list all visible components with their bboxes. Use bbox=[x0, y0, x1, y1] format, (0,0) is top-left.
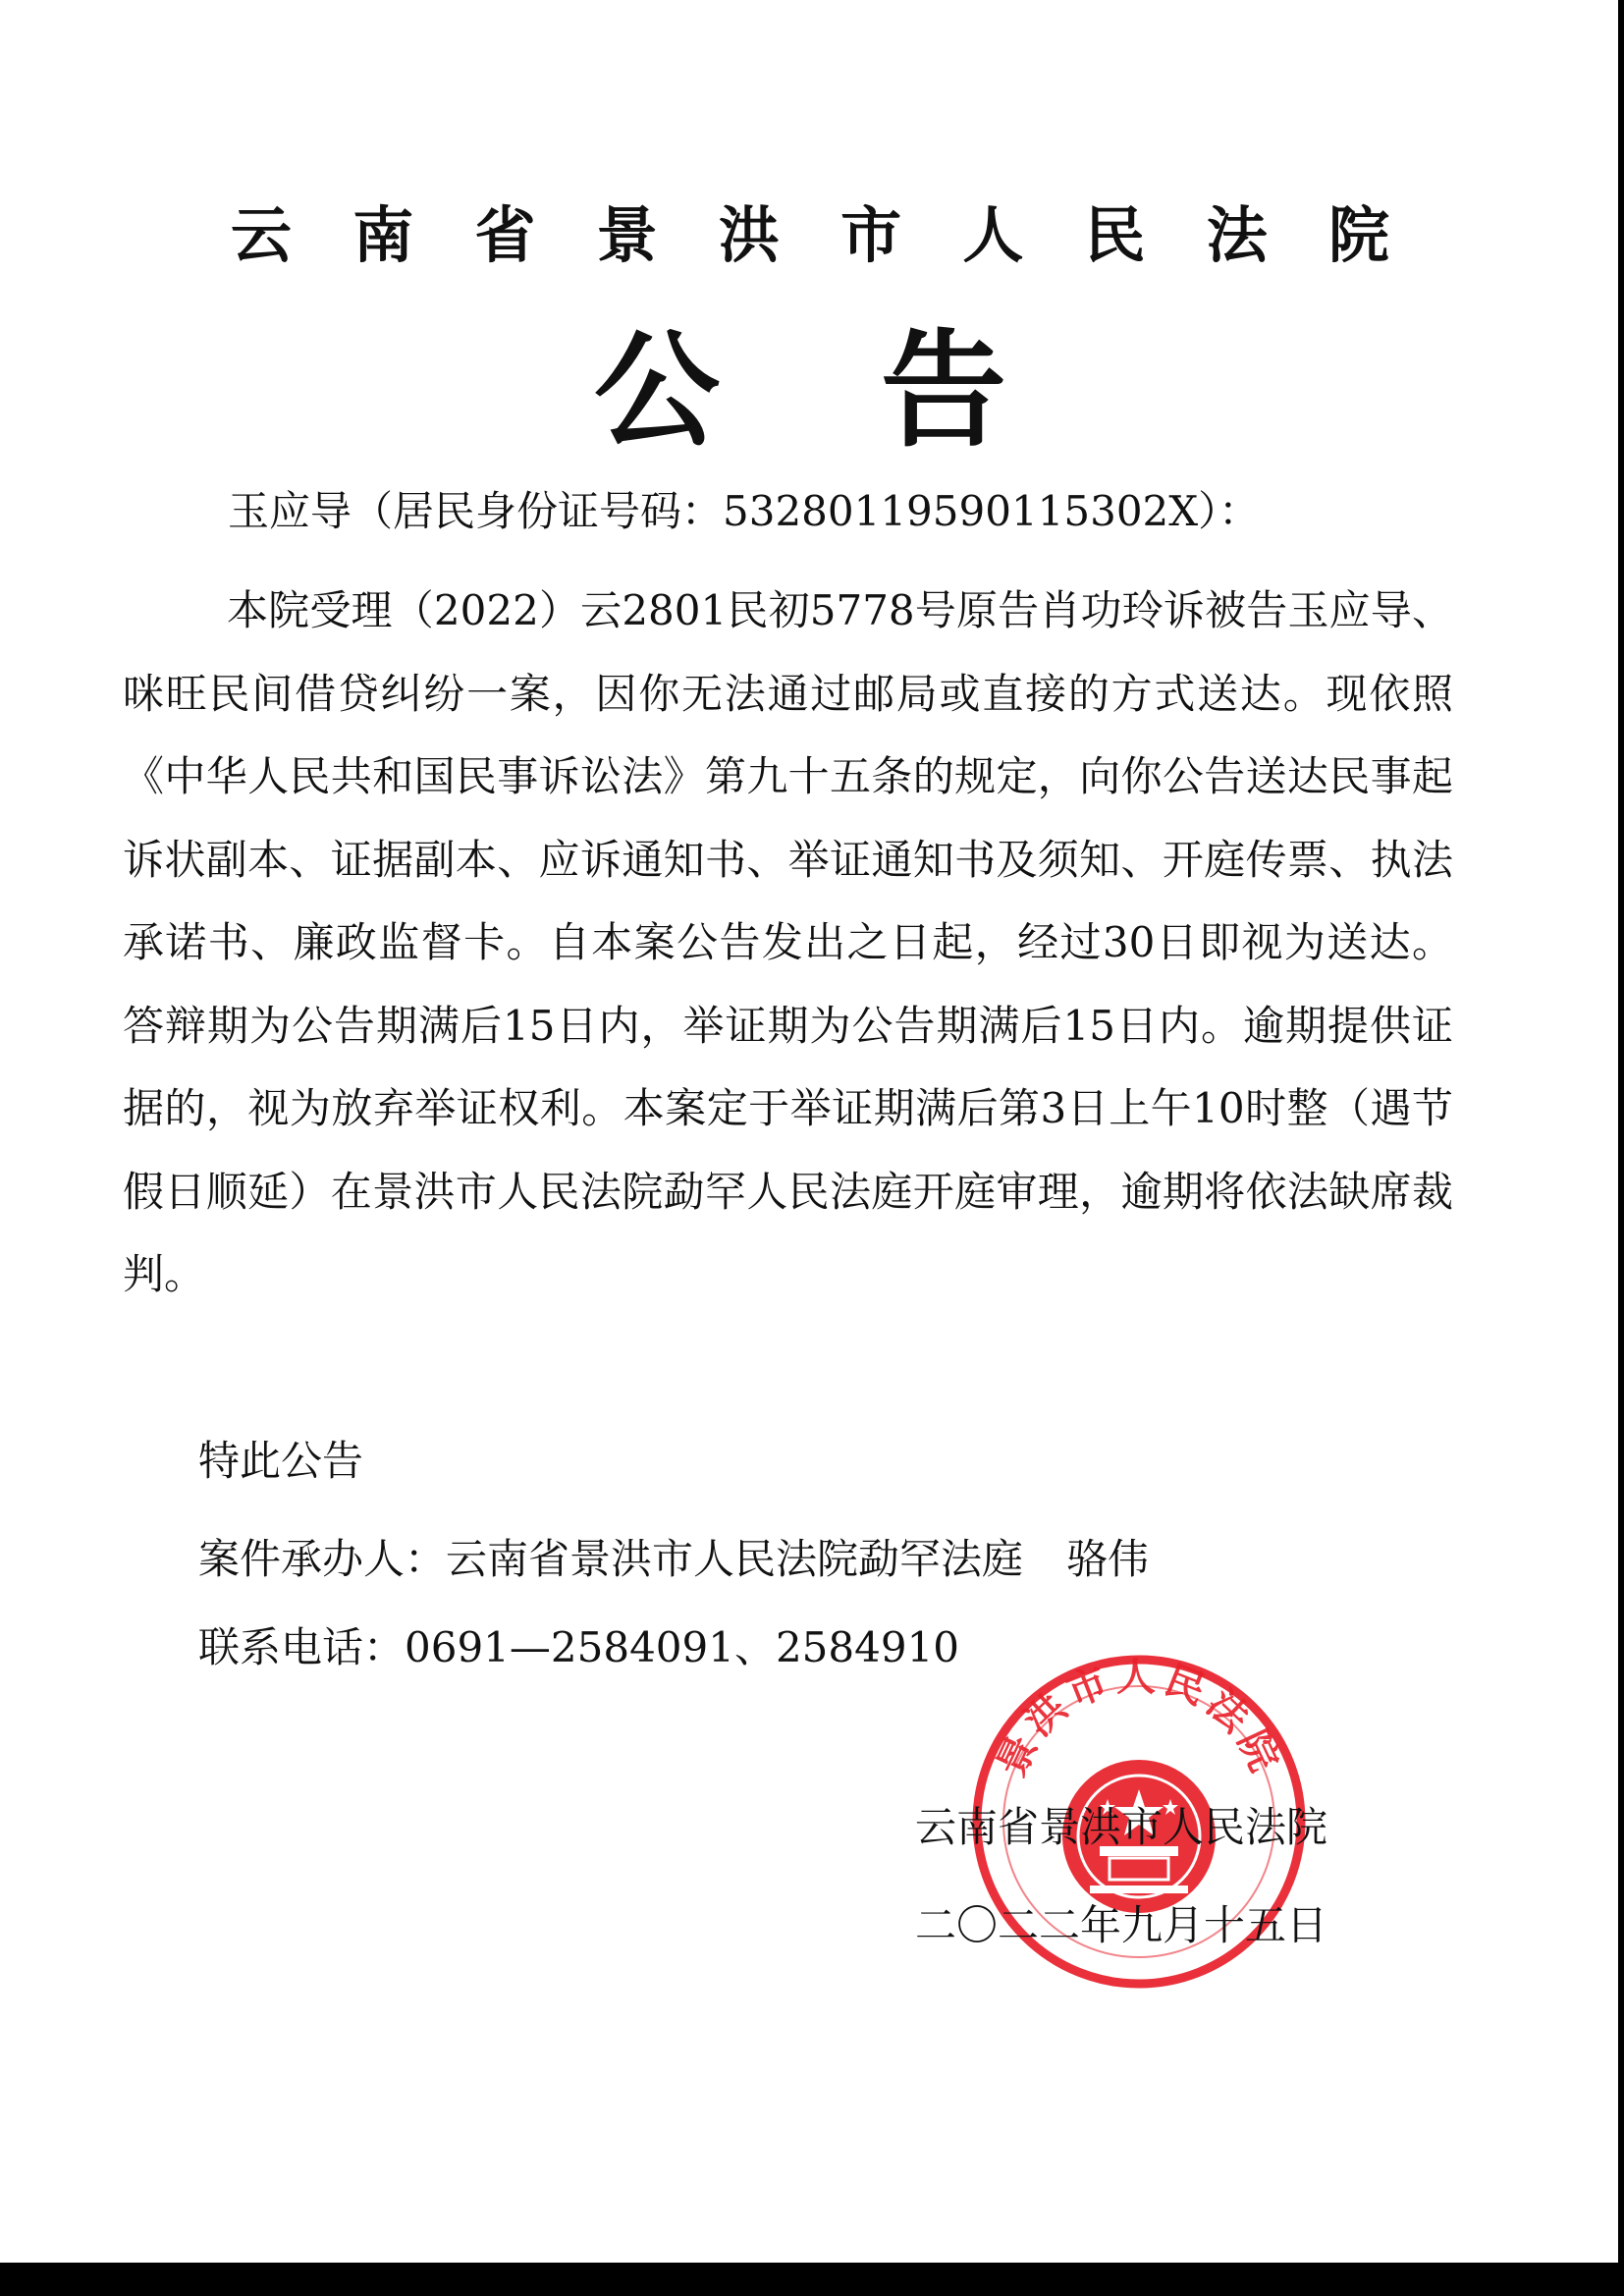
signature-date: 二〇二二年九月十五日 bbox=[915, 1901, 1328, 1949]
court-name-char: 南 bbox=[352, 199, 414, 271]
court-name-char: 市 bbox=[840, 199, 902, 271]
contact-phone-label: 联系电话： bbox=[198, 1623, 406, 1671]
addressee-line: 玉应导（居民身份证号码：53280119590115302X）： bbox=[228, 487, 1261, 535]
court-name-char: 省 bbox=[474, 199, 536, 271]
notice-title-char: 告 bbox=[880, 317, 1006, 465]
notice-title bbox=[594, 290, 1006, 470]
court-name-char: 云 bbox=[231, 199, 293, 271]
case-handler-unit: 云南省景洪市人民法院勐罕法庭 bbox=[446, 1535, 1024, 1583]
case-handler-label: 案件承办人： bbox=[198, 1535, 447, 1583]
case-handler-line bbox=[198, 1527, 1149, 1586]
signature-court-name: 云南省景洪市人民法院 bbox=[915, 1803, 1328, 1851]
closing-line: 特此公告 bbox=[198, 1437, 364, 1485]
court-name-char: 洪 bbox=[718, 199, 780, 271]
scan-edge-bottom bbox=[0, 2263, 1624, 2296]
court-name-heading bbox=[231, 187, 1389, 274]
court-name-char: 人 bbox=[962, 199, 1024, 271]
contact-phone-numbers: 0691—2584091、2584910 bbox=[405, 1623, 960, 1671]
scan-edge-right bbox=[1618, 0, 1624, 2296]
seal-ring-text: 景洪市人民法院 bbox=[988, 1654, 1290, 1784]
notice-title-char: 公 bbox=[594, 317, 721, 465]
court-name-char: 法 bbox=[1206, 199, 1268, 271]
notice-body: 本院受理（2022）云2801民初5778号原告肖功玲诉被告玉应导、咪旺民间借贷纠纷一案，因你无法通过邮局或直接的方式送达。现依照《中华人民共和国民事诉讼法》第九十五条的规定，向你公告送达民事起诉状副本、证据副本、应诉通知书、举证通知书及须知、开庭传票、执法承诺书、廉政监督卡。自本案公告发出之日起，经过30日即视为送达。答辩期为公告期满后15日内，举证期为公告期满后15日内。逾期提供证据的，视为放弃举证权利。本案定于举证期满后第3日上午10时整（遇节假日顺延）在景洪市人民法院勐罕人民法庭开庭审理，逾期将依法缺席裁判。 bbox=[123, 586, 1453, 1298]
case-handler-name: 骆伟 bbox=[1066, 1535, 1150, 1583]
contact-phone-line bbox=[198, 1615, 959, 1674]
court-name-char: 景 bbox=[596, 199, 658, 271]
court-name-char: 民 bbox=[1084, 199, 1146, 271]
court-name-char: 院 bbox=[1327, 199, 1389, 271]
